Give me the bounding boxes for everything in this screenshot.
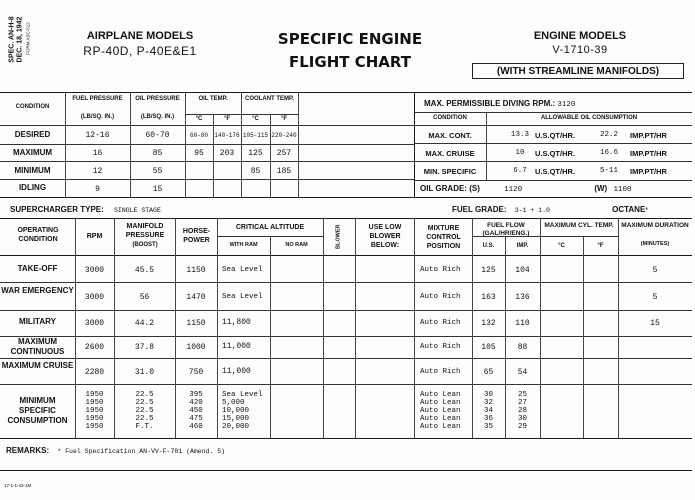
oil-pressure-header: OIL PRESSURE [135, 96, 180, 102]
footer-code: 17-1-1-43-1M [4, 483, 32, 488]
op-fuel-imp: 110 [515, 319, 530, 328]
limits-condition: IDLING [18, 183, 47, 192]
oil-cons-imp-unit: IMP.PT/HR [630, 167, 667, 176]
op-mixture: Auto Rich [420, 319, 461, 327]
op-condition: MAXIMUM CONTINUOUS [10, 337, 65, 356]
coolant-temp-f-value: 257 [276, 149, 292, 158]
form-number: FORM ASC-512 [25, 22, 31, 55]
coolant-temp-f: °F [280, 116, 288, 122]
op-manifold: 31.0 [134, 368, 155, 377]
limits-condition: DESIRED [14, 130, 51, 139]
oil-temp-f-value: 140-176 [214, 132, 240, 139]
fuel-pressure-header: FUEL PRESSURE [72, 96, 123, 102]
op-fuel-us: 30 32 34 36 35 [483, 391, 493, 431]
diving-rpm-value: 3120 [557, 101, 576, 109]
diving-rpm [424, 99, 686, 109]
oil-cons-imp: 22.2 [599, 131, 618, 139]
op-fuel-imp: 54 [517, 368, 528, 377]
op-fuel-us: 65 [483, 368, 494, 377]
limits-condition: MAXIMUM [12, 148, 53, 157]
op-altitude: Sea Level 5,000 10,000 15,000 20,000 [222, 391, 263, 431]
oil-pressure-value: 85 [152, 149, 163, 158]
op-rpm: 2280 [84, 368, 105, 377]
oil-temp-c: °C [195, 116, 203, 122]
engine-model: V-1710-39 [552, 44, 608, 56]
fuel-grade: FUEL GRADE: 3-1 + 1.0 OCTANE* [452, 205, 649, 214]
coolant-temp-c: °C [252, 116, 259, 122]
oil-cons-imp-unit: IMP.PT/HR [630, 149, 667, 158]
rpm-header: RPM [86, 233, 103, 240]
op-condition: MILITARY [19, 317, 56, 326]
oil-grade [420, 184, 690, 194]
horsepower-header: HORSE-POWER [182, 228, 211, 244]
op-fuel-us: 125 [481, 266, 496, 275]
airplane-models-label: AIRPLANE MODELS [86, 30, 194, 42]
spec-date: DEC. 18, 1942 [16, 16, 24, 63]
no-ram-header: NO RAM [285, 242, 308, 248]
coolant-temp-c-value: 85 [250, 167, 261, 176]
oil-cons-us-unit: U.S.QT/HR. [535, 131, 576, 140]
oil-cons-condition: MAX. CRUISE [425, 149, 475, 158]
spec-number: SPEC. AN-H-8 [8, 16, 16, 63]
op-fuel-imp: 88 [517, 343, 528, 352]
op-horsepower: 750 [188, 368, 204, 377]
octane-label: OCTANE [612, 205, 646, 214]
oil-cons-us-unit: U.S.QT/HR. [535, 167, 576, 176]
supercharger [10, 205, 161, 215]
oil-grade-w: 1100 [613, 186, 632, 194]
oil-cons-us: 10 [515, 149, 525, 157]
fuel-pressure-unit: (LB/SQ. IN.) [80, 114, 115, 120]
oil-temp-header: OIL TEMP. [198, 96, 228, 102]
op-altitude: 11,800 [222, 318, 251, 327]
oil-cons-condition: MIN. SPECIFIC [423, 167, 477, 176]
op-fuel-us: 132 [481, 319, 496, 328]
op-horsepower: 395 420 450 475 460 [189, 391, 203, 431]
op-manifold: 44.2 [134, 319, 155, 328]
diving-rpm-label: MAX. PERMISSIBLE DIVING RPM.: [424, 99, 556, 108]
oil-grade-w-label: (W) [594, 184, 608, 193]
oil-cons-condition-header: CONDITION [433, 115, 467, 121]
op-altitude: Sea Level [222, 293, 263, 301]
op-rpm: 3000 [84, 319, 105, 328]
op-rpm: 3000 [84, 293, 105, 302]
op-horsepower: 1470 [186, 293, 206, 302]
op-condition: WAR EMERGENCY [1, 286, 74, 295]
op-duration: 5 [652, 293, 658, 302]
critical-altitude-header: CRITICAL ALTITUDE [235, 224, 305, 231]
fuel-pressure-value: 12-16 [85, 131, 110, 140]
op-fuel-imp: 104 [515, 266, 530, 275]
fuel-pressure-value: 12 [92, 167, 103, 176]
cyl-temp-f: °F [597, 243, 604, 249]
oil-temp-c-value: 60-80 [189, 132, 208, 139]
op-rpm: 3000 [84, 266, 105, 275]
engine-note: (WITH STREAMLINE MANIFOLDS) [472, 63, 684, 79]
mixture-header: MIXTURE CONTROL POSITION [426, 225, 461, 250]
op-duration: 15 [650, 319, 660, 328]
op-horsepower: 1150 [186, 266, 206, 275]
op-duration: 5 [652, 266, 658, 275]
op-altitude: 11,000 [222, 367, 251, 376]
op-manifold: 22.5 22.5 22.5 22.5 F.T. [135, 391, 154, 431]
op-fuel-imp: 136 [515, 293, 530, 302]
fuel-pressure-value: 16 [92, 149, 103, 158]
oil-temp-c-value: 95 [194, 149, 204, 158]
fuel-pressure-value: 9 [95, 185, 100, 194]
op-fuel-imp: 25 27 28 30 29 [517, 391, 527, 431]
op-condition: TAKE-OFF [17, 264, 58, 273]
oil-temp-f-value: 203 [219, 149, 235, 158]
fuel-grade-label: FUEL GRADE: [452, 205, 507, 214]
boost-header: (BOOST) [132, 242, 158, 248]
oil-pressure-value: 55 [152, 167, 163, 176]
oil-cons-imp-unit: IMP.PT/HR [630, 131, 667, 140]
op-rpm: 1950 1950 1950 1950 1950 [85, 391, 104, 431]
op-mixture: Auto Lean Auto Lean Auto Lean Auto Lean Auto Lean [420, 391, 461, 431]
coolant-temp-c-value: 105-115 [242, 132, 269, 139]
fuel-flow-imp: IMP. [516, 243, 529, 249]
coolant-temp-c-value: 125 [248, 149, 263, 158]
oil-pressure-value: 60-70 [145, 131, 170, 140]
cyl-temp-header: MAXIMUM CYL. TEMP. [544, 222, 614, 229]
op-rpm: 2600 [84, 343, 105, 352]
oil-grade-label: OIL GRADE: (S) [420, 184, 480, 193]
cyl-temp-c: °C [558, 243, 565, 249]
supercharger-value: SINGLE STAGE [114, 207, 161, 214]
oil-cons-us: 13.3 [510, 131, 529, 139]
oil-cons-condition: MAX. CONT. [428, 131, 472, 140]
oil-cons-us-unit: U.S.QT/HR. [535, 149, 576, 158]
op-condition: MAXIMUM CRUISE [1, 361, 74, 370]
coolant-temp-header: COOLANT TEMP. [245, 96, 294, 102]
op-fuel-us: 163 [481, 293, 496, 302]
op-horsepower: 1150 [186, 319, 206, 328]
oil-pressure-unit: (LB/SQ. IN.) [140, 114, 175, 120]
remarks-label: REMARKS: [6, 446, 50, 455]
oil-cons-imp: 5-11 [599, 167, 618, 175]
chart-title-line1: SPECIFIC ENGINE [277, 30, 423, 48]
op-manifold: 56 [139, 293, 150, 302]
op-manifold: 37.8 [134, 343, 155, 352]
use-low-blower-header: USE LOW BLOWER BELOW: [368, 224, 402, 249]
oil-cons-us: 6.7 [513, 167, 527, 175]
fuel-grade-value: 3-1 + 1.0 [514, 207, 550, 214]
oil-cons-allowable-header: ALLOWABLE OIL CONSUMPTION [540, 115, 638, 121]
oil-grade-s: 1120 [504, 186, 523, 194]
op-altitude: Sea Level [222, 266, 263, 274]
op-fuel-us: 105 [481, 343, 496, 352]
remarks-text: * Fuel Specification AN-VV-F-781 (Amend. 5) [57, 448, 226, 455]
op-manifold: 45.5 [134, 266, 155, 275]
supercharger-label: SUPERCHARGER TYPE: [10, 205, 104, 214]
op-horsepower: 1000 [186, 343, 206, 352]
oil-cons-imp: 16.6 [599, 149, 618, 157]
engine-models-label: ENGINE MODELS [533, 30, 627, 42]
oil-temp-f: °F [223, 116, 231, 122]
op-mixture: Auto Rich [420, 343, 461, 351]
oil-pressure-value: 15 [152, 185, 163, 194]
manifold-header: MANIFOLD PRESSURE [125, 223, 165, 239]
remarks [6, 446, 225, 456]
spec-stamp [3, 6, 29, 84]
coolant-temp-f-value: 220-240 [271, 132, 297, 139]
limits-condition: MINIMUM [14, 166, 51, 175]
coolant-temp-f-value: 185 [276, 167, 292, 176]
fuel-flow-us: U.S. [482, 243, 495, 249]
chart-title-line2: FLIGHT CHART [289, 53, 411, 71]
op-condition-header: OPERATING CONDITION [17, 227, 59, 243]
op-mixture: Auto Rich [420, 293, 461, 301]
op-condition: MINIMUM SPECIFIC CONSUMPTION [7, 396, 68, 425]
duration-header: MAXIMUM DURATION [621, 222, 689, 229]
airplane-models: RP-40D, P-40E&E1 [83, 44, 197, 58]
blower-header: BLOWER [335, 224, 342, 249]
limits-condition-header: CONDITION [15, 104, 50, 110]
op-altitude: 11,000 [222, 342, 251, 351]
op-mixture: Auto Rich [420, 266, 461, 274]
op-mixture: Auto Rich [420, 368, 461, 376]
fuel-flow-header: FUEL FLOW (GAL/HR/ENG.) [482, 222, 530, 237]
with-ram-header: WITH RAM [229, 242, 258, 248]
duration-minutes: (MINUTES) [640, 241, 670, 247]
